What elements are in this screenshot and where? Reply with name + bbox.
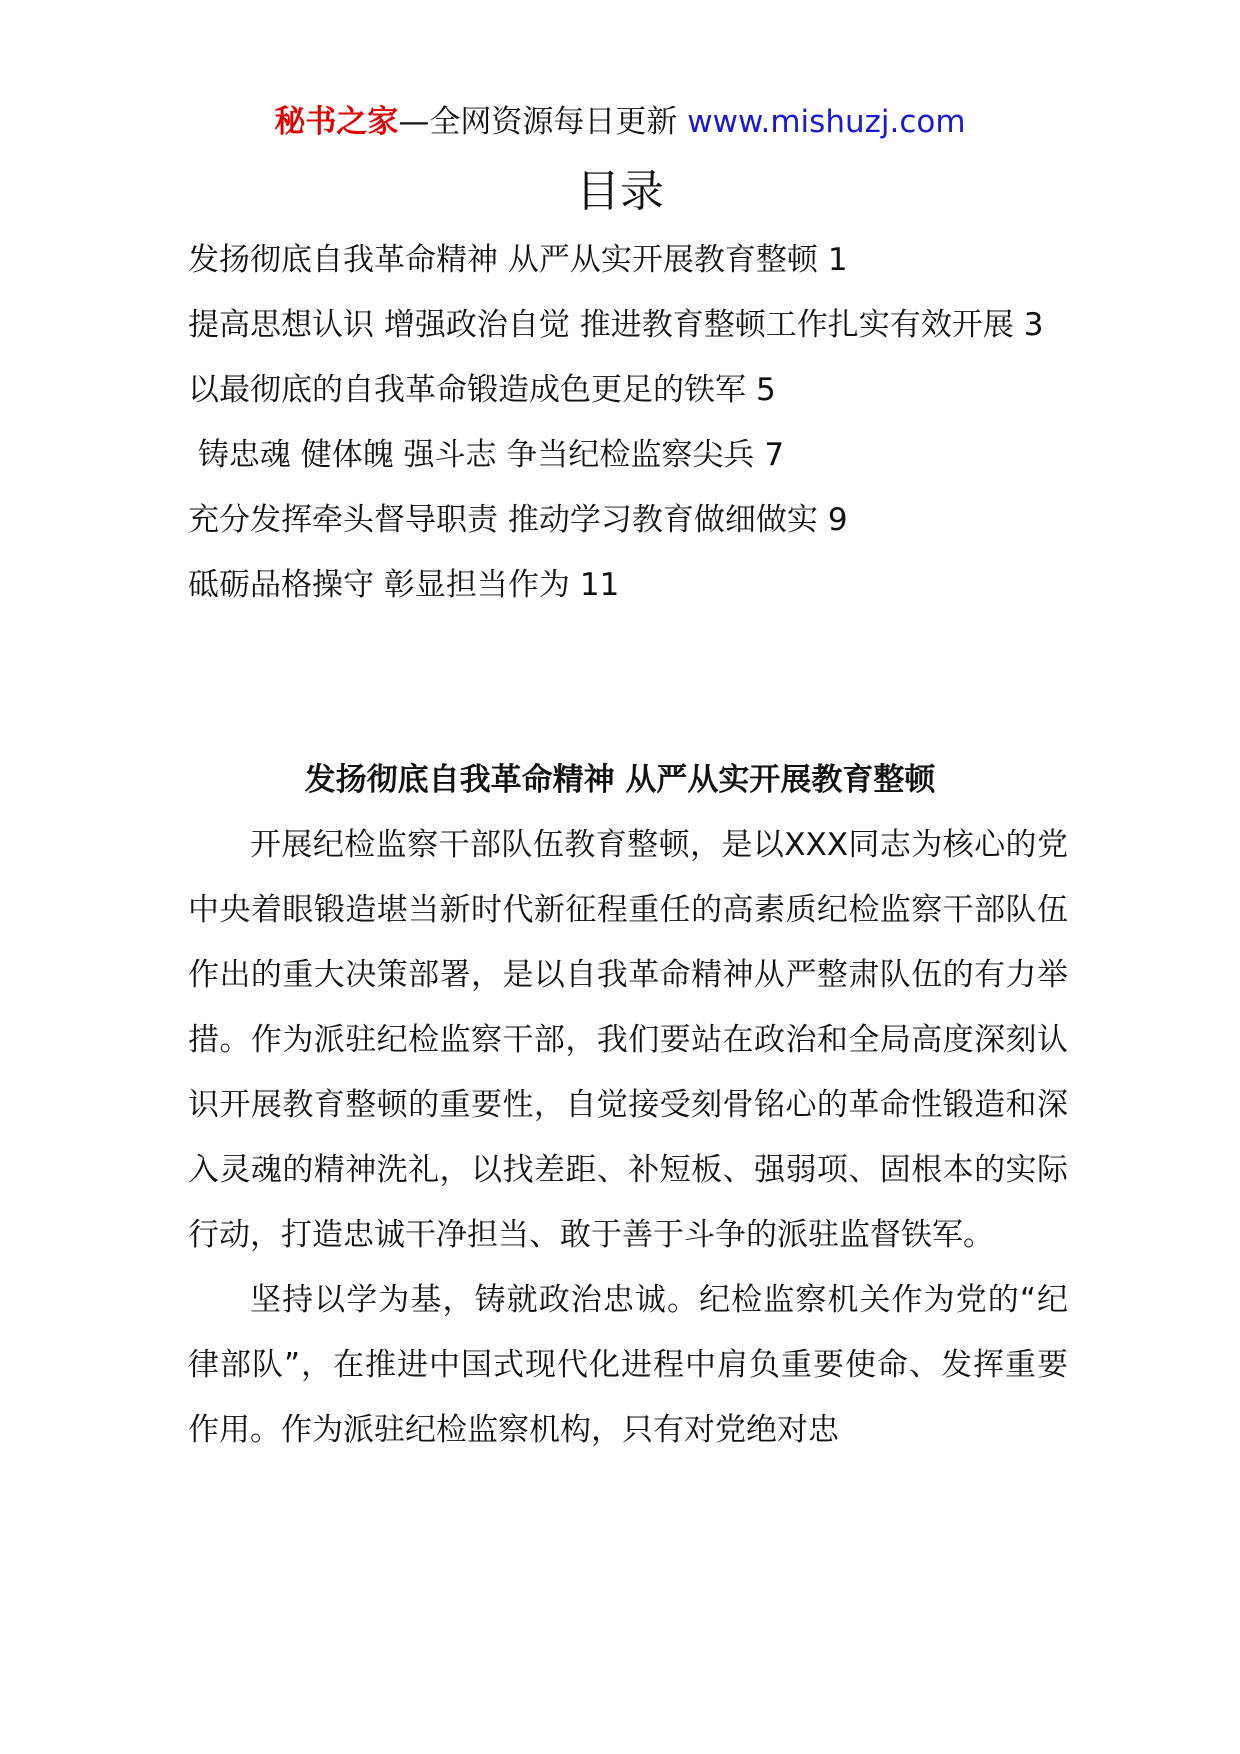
toc-item-title: 充分发挥牵头督导职责 推动学习教育做细做实 (188, 502, 818, 538)
section-title: 发扬彻底自我革命精神 从严从实开展教育整顿 (304, 762, 936, 798)
toc-item[interactable] (188, 553, 1068, 618)
toc-item-title: 砥砺品格操守 彰显担当作为 (188, 567, 570, 603)
body-paragraph: 坚持以学为基，铸就政治忠诚。纪检监察机关作为党的“纪律部队”，在推进中国式现代化进程中肩负重要使命、发挥重要作用。作为派驻纪检监察机构，只有对党绝对忠 (188, 1282, 1068, 1448)
toc-item-page: 3 (1023, 307, 1044, 343)
toc-item-page: 9 (827, 502, 848, 538)
toc-item[interactable] (188, 228, 1068, 293)
site-header (0, 102, 1240, 142)
toc-item-title: 以最彻底的自我革命锻造成色更足的铁军 (188, 372, 746, 408)
section-body (188, 813, 1068, 1463)
toc-item-page: 11 (579, 567, 620, 603)
header-tagline: —全网资源每日更新 (398, 104, 678, 140)
toc-item[interactable] (188, 423, 1068, 488)
toc-item[interactable] (188, 293, 1068, 358)
table-of-contents (188, 228, 1068, 618)
toc-item-page: 5 (756, 372, 776, 408)
toc-item-page: 7 (764, 437, 785, 473)
brand-name: 秘书之家 (274, 104, 399, 140)
site-url-link[interactable]: www.mishuzj.com (687, 104, 966, 140)
body-paragraph: 开展纪检监察干部队伍教育整顿，是以XXX同志为核心的党中央着眼锻造堪当新时代新征程重任的高素质纪检监察干部队伍作出的重大决策部署，是以自我革命精神从严整肃队伍的有力举措。作为派驻纪检监察干部，我们要站在政治和全局高度深刻认识开展教育整顿的重要性，自觉接受刻骨铭心的革命性锻造和深入灵魂的精神洗礼，以找差距、补短板、强弱项、固根本的实际行动，打造忠诚干净担当、敢于善于斗争的派驻监督铁军。 (188, 827, 1068, 1253)
toc-item-title: 发扬彻底自我革命精神 从严从实开展教育整顿 (188, 242, 818, 278)
toc-title: 目录 (576, 166, 664, 217)
toc-item-title: 提高思想认识 增强政治自觉 推进教育整顿工作扎实有效开展 (188, 307, 1014, 343)
toc-item[interactable] (188, 488, 1068, 553)
toc-item-title: 铸忠魂 健体魄 强斗志 争当纪检监察尖兵 (188, 437, 755, 473)
toc-item[interactable] (188, 358, 1068, 423)
toc-item-page: 1 (827, 242, 848, 278)
